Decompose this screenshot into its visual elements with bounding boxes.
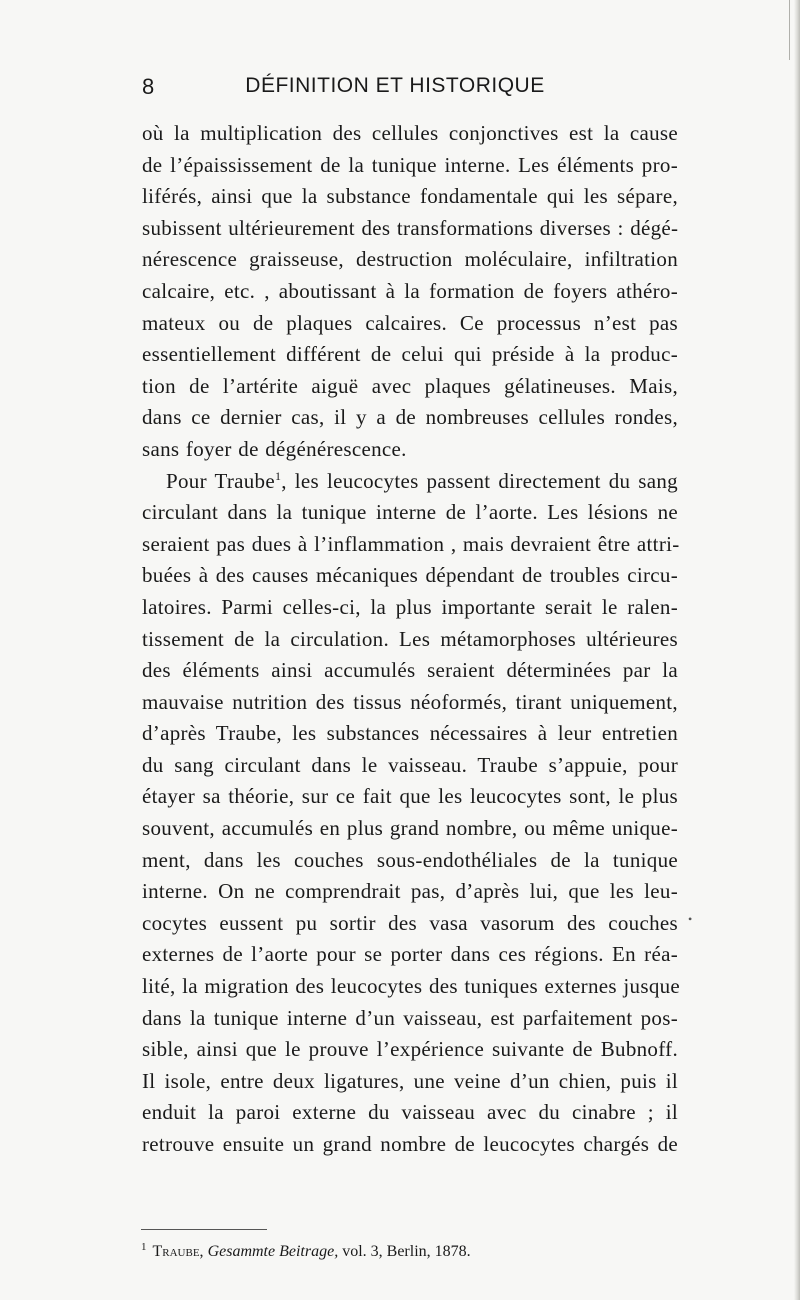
text-line: enduit la paroi externe du vaisseau avec du cinabre ; il xyxy=(142,1100,678,1125)
text-line: liférés, ainsi que la substance fondamentale qui les sépare, xyxy=(142,184,678,209)
text-line: tissement de la circulation. Les métamorphoses ultérieures xyxy=(142,626,678,651)
page-edge xyxy=(794,0,800,1300)
footnote-rule xyxy=(141,1229,267,1230)
running-title: DÉFINITION ET HISTORIQUE xyxy=(245,74,545,97)
text-line: retrouve ensuite un grand nombre de leucocytes chargés de xyxy=(142,1132,678,1156)
text-line: ment, dans les couches sous-endothéliales de la tunique xyxy=(142,847,678,872)
body-text xyxy=(142,118,681,1161)
text-line: lité, la migration des leucocytes des tuniques externes jusque xyxy=(142,974,681,999)
text-line: essentiellement différent de celui qui préside à la produc- xyxy=(142,342,678,367)
text-line: dans la tunique interne d’un vaisseau, est parfaitement pos- xyxy=(142,1005,678,1030)
text-line: seraient pas dues à l’inflammation , mais devraient être attri- xyxy=(142,531,680,556)
traube-rest: , les leucocytes passent directement du sang xyxy=(281,468,678,493)
text-line: étayer sa théorie, sur ce fait que les leucocytes sont, le plus xyxy=(142,784,678,809)
traube-name: Pour Traube xyxy=(166,468,275,493)
running-head xyxy=(120,74,670,104)
text-line: où la multiplication des cellules conjonctives est la cause xyxy=(142,121,678,145)
footnote-details: vol. 3, Berlin, 1878. xyxy=(342,1243,471,1260)
text-line: sans foyer de dégénérescence. xyxy=(142,436,407,461)
text-line: mauvaise nutrition des tissus néoformés, tirant uniquement, xyxy=(142,689,678,714)
text-line: buées à des causes mécaniques dépendant de troubles circu- xyxy=(142,563,678,588)
footnote-work: Gesammte Beitrage, xyxy=(207,1243,339,1260)
text-line: externes de l’aorte pour se porter dans ces régions. En réa- xyxy=(142,942,678,967)
text-line: d’après Traube, les substances nécessaires à leur entretien xyxy=(142,721,678,746)
text-line: subissent ultérieurement des transformations diverses : dégé- xyxy=(142,215,679,240)
stray-mark: • xyxy=(688,912,693,926)
footnote xyxy=(141,1240,661,1264)
text-line: Il isole, entre deux ligatures, une veine d’un chien, puis il xyxy=(142,1068,678,1093)
footnote-author: Traube, xyxy=(152,1243,204,1260)
text-line: cocytes eussent pu sortir des vasa vasorum des couches xyxy=(142,910,678,935)
page-edge-line xyxy=(789,0,790,60)
text-line: interne. On ne comprendrait pas, d’après lui, que les leu- xyxy=(142,879,678,904)
text-line: dans ce dernier cas, il y a de nombreuses cellules rondes, xyxy=(142,405,678,430)
footnote-marker: 1 xyxy=(141,1240,147,1253)
text-line: mateux ou de plaques calcaires. Ce processus n’est pas xyxy=(142,310,678,335)
footnote-ref[interactable]: 1 xyxy=(274,468,282,483)
text-line: sible, ainsi que le prouve l’expérience suivante de Bubnoff. xyxy=(142,1037,678,1062)
text-line: du sang circulant dans le vaisseau. Traube s’appuie, pour xyxy=(142,752,678,777)
page-number: 8 xyxy=(142,74,155,99)
text-line: latoires. Parmi celles-ci, la plus importante serait le ralen- xyxy=(142,594,678,619)
text-line: nérescence graisseuse, destruction moléculaire, infiltration xyxy=(142,247,678,272)
text-line: tion de l’artérite aiguë avec plaques gélatineuses. Mais, xyxy=(142,373,678,398)
text-line: des éléments ainsi accumulés seraient déterminées par la xyxy=(142,658,678,683)
text-line: de l’épaississement de la tunique interne. Les éléments pro- xyxy=(142,152,678,177)
text-line: circulant dans la tunique interne de l’aorte. Les lésions ne xyxy=(142,500,678,525)
text-line: souvent, accumulés en plus grand nombre, ou même unique- xyxy=(142,816,678,841)
text-line-traube xyxy=(142,466,678,498)
text-line: calcaire, etc. , aboutissant à la formation de foyers athéro- xyxy=(142,278,678,303)
